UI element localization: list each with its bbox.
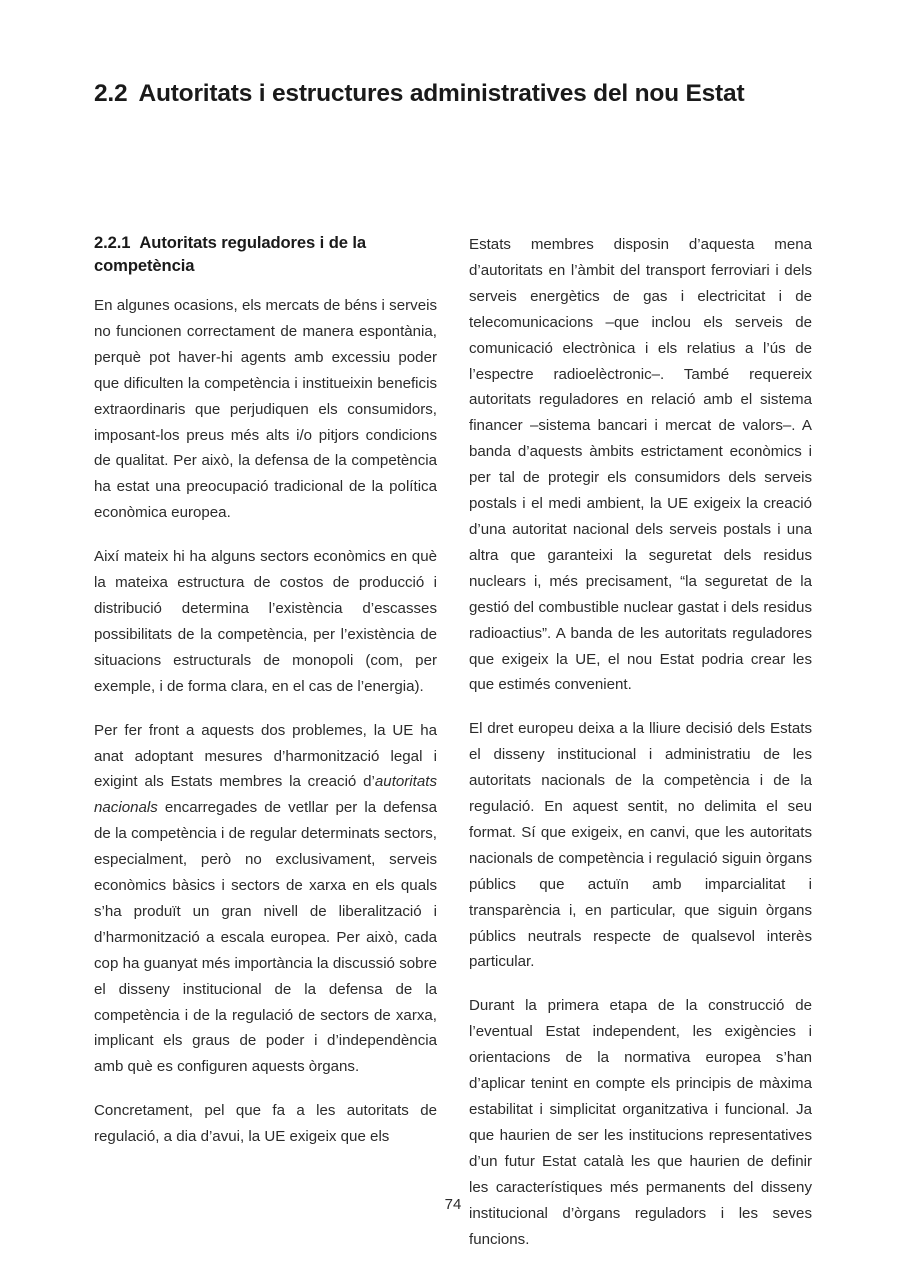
chapter-number: 2.2 — [94, 80, 128, 107]
paragraph: En algunes ocasions, els mercats de béns i serveis no funcionen correctament de manera espontània, perquè pot haver-hi agents amb excessiu poder que dificulten la competència i institueixin beneficis extraordinaris que perjudiquen els consumidors, imposant-los preus més alts i/o pitjors condicions de qualitat. Per això, la defensa de la competència ha estat una preocupació tradicional de la política econòmica europea. — [94, 297, 437, 522]
emphasis-autoritats-nacionals: autoritats nacionals — [94, 773, 437, 817]
paragraph-text-before: Per fer front a aquests dos problemes, la UE ha anat adoptant mesures d’harmonització legal i exigint als Estats membres la creació d’ — [94, 721, 437, 791]
page-title — [94, 78, 774, 110]
paragraph-with-emphasis — [94, 718, 437, 1081]
paragraph: Concretament, pel que fa a les autoritats de regulació, a dia d’avui, la UE exigeix que els — [94, 1102, 437, 1146]
left-column — [94, 232, 437, 1150]
page-number: 74 — [444, 1196, 462, 1213]
section-title-text: Autoritats reguladores i de la competència — [94, 233, 367, 275]
section-heading — [94, 232, 437, 277]
paragraph: El dret europeu deixa a la lliure decisió dels Estats el disseny institucional i administratiu de les autoritats nacionals de la competència i de la regulació. En aquest sentit, no delimita el seu format. Sí que exigeix, en canvi, que les autoritats nacionals de competència i regulació siguin òrgans públics que actuïn amb imparcialitat i transparència i, en particular, que siguin òrgans públics neutrals respecte de qualsevol interès particular. — [469, 720, 812, 971]
paragraph: Així mateix hi ha alguns sectors econòmics en què la mateixa estructura de costos de producció i distribució determina l’existència d’escasses possibilitats de la competència, per l’existència de situacions estructurals de monopoli (com, per exemple, i de forma clara, en el cas de l’energia). — [94, 548, 437, 695]
right-column — [469, 232, 812, 1252]
paragraph-text-after: encarregades de vetllar per la defensa de la competència i de regular determinats sectors, especialment, però no exclusivament, serveis econòmics bàsics i sectors de xarxa en els quals s’ha produït un gran nivell de liberalització i d’harmonització a escala europea. Per això, cada cop ha guanyat més importància la discussió sobre el disseny institucional de la defensa de la competència i de la regulació de sectors de xarxa, implicant els graus de poder i d’independència amb què es configuren aquests òrgans. — [94, 799, 437, 1076]
section-number: 2.2.1 — [94, 233, 131, 252]
chapter-title-text: Autoritats i estructures administratives del nou Estat — [138, 80, 745, 107]
paragraph: Durant la primera etapa de la construcció de l’eventual Estat independent, les exigències i orientacions de la normativa europea s’han d’aplicar tenint en compte els principis de màxima estabilitat i simplicitat organitzativa i funcional. Ja que haurien de ser les institucions representatives d’un futur Estat català les que haurien de definir les característiques més permanents del disseny institucional d’òrgans reguladors i les seves funcions. — [469, 997, 812, 1248]
paragraph: Estats membres disposin d’aquesta mena d’autoritats en l’àmbit del transport ferroviari i dels serveis energètics de gas i electricitat i de telecomunicacions –que inclou els serveis de comunicació electrònica i els relatius a l’ús de l’espectre radioelèctronic–. També requereix autoritats reguladores en relació amb el sistema financer –sistema bancari i mercat de valors–. A banda d’aquests àmbits estrictament econòmics i per tal de protegir els consumidors dels serveis postals i el medi ambient, la UE exigeix la creació d’una autoritat nacional dels serveis postals i una altra que garanteixi la seguretat dels residus nuclears i, més precisament, “la seguretat de la gestió del combustible nuclear gastat i dels residus radioactius”. A banda de les autoritats reguladores que exigeix la UE, el nou Estat podria crear les que estimés convenient. — [469, 236, 812, 694]
